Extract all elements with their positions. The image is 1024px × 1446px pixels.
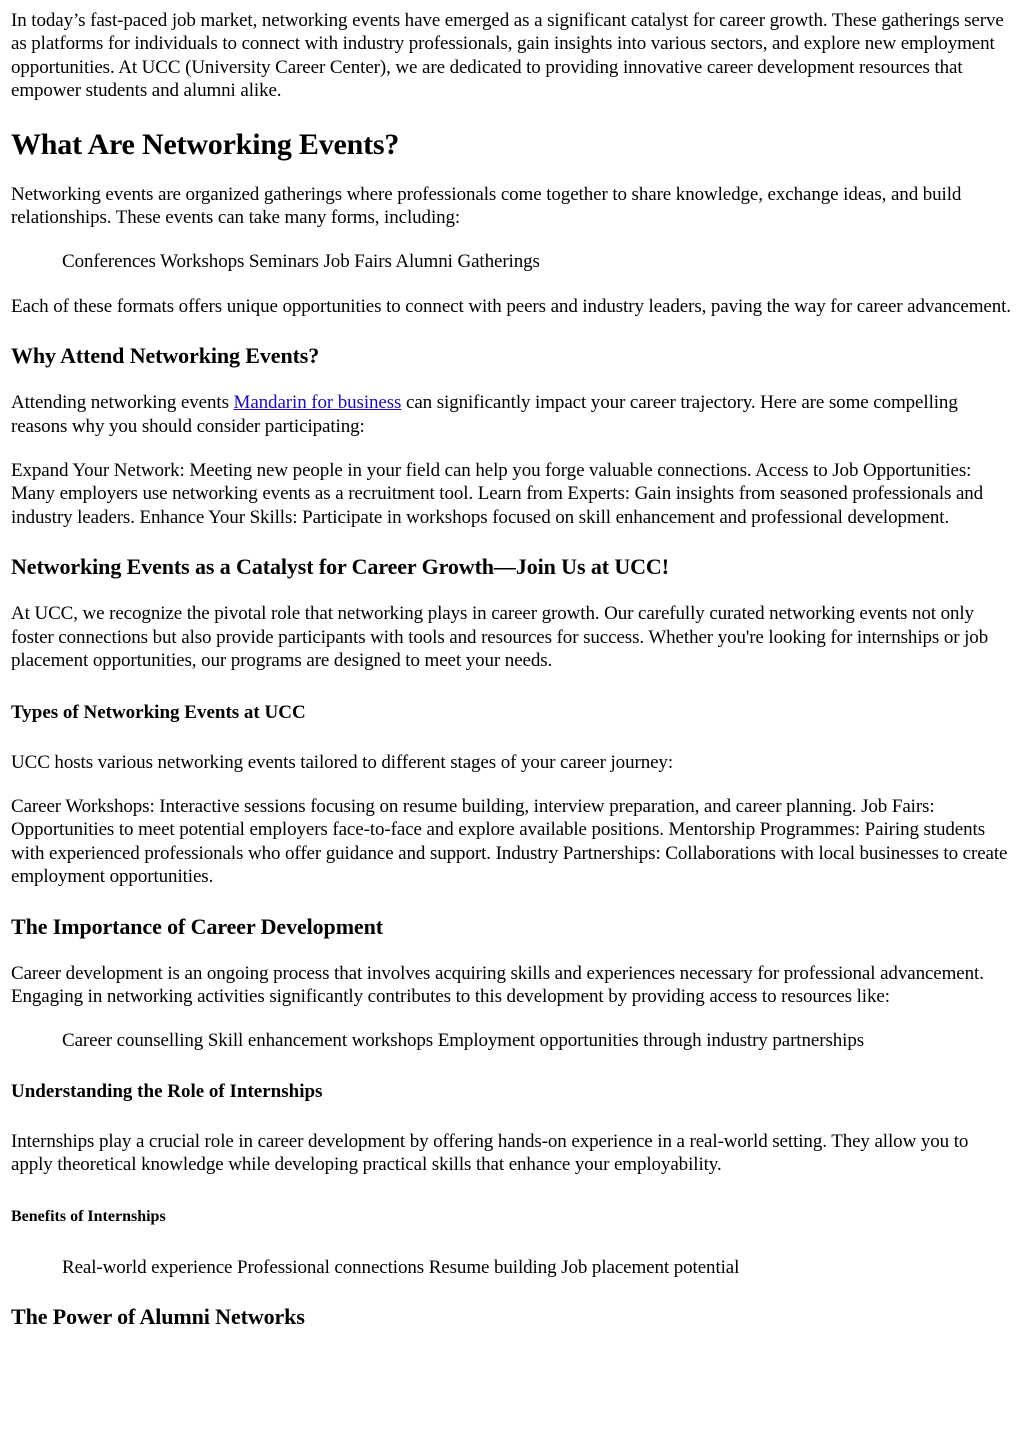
internships-paragraph: Internships play a crucial role in career development by offering hands-on experience in a real-world setting. They allow you to apply theoretical knowledge while developing practical skills that enhance your employability.: [11, 1130, 969, 1176]
types-paragraph-1: UCC hosts various networking events tailored to different stages of your career journey:: [11, 751, 674, 773]
heading-importance: The Importance of Career Development: [11, 913, 383, 939]
benefits-list: Real-world experience Professional connections Resume building Job placement potential: [62, 1256, 740, 1278]
importance-paragraph: Career development is an ongoing process that involves acquiring skills and experiences necessary for professional advancement. Engaging in networking activities significantly contributes to this development by providing access to resources like:: [11, 962, 984, 1007]
heading-what-are-networking-events: What Are Networking Events?: [11, 127, 400, 161]
heading-alumni-networks: The Power of Alumni Networks: [11, 1303, 305, 1329]
why-text-before: Attending networking events: [11, 392, 234, 414]
heading-types-of-events: Types of Networking Events at UCC: [11, 701, 306, 723]
what-paragraph-2: Each of these formats offers unique opportunities to connect with peers and industry leaders, paving the way for career advancement.: [11, 295, 1011, 317]
why-paragraph-1: [11, 391, 1014, 438]
why-text-after: can significantly impact your career trajectory. Here are some compelling reasons why you should consider participating:: [11, 392, 958, 437]
heading-benefits: Benefits of Internships: [11, 1207, 166, 1225]
what-paragraph-1: Networking events are organized gatherings where professionals come together to share knowledge, exchange ideas, and build relationships. These events can take many forms, including:: [11, 183, 962, 229]
heading-catalyst: Networking Events as a Catalyst for Career Growth—Join Us at UCC!: [11, 554, 669, 580]
types-paragraph-2: Career Workshops: Interactive sessions focusing on resume building, interview preparation, and career planning. Job Fairs: Opportunities to meet potential employers face-to-face and explore available positions. Mentorship Programmes: Pairing students with experienced professionals who offer guidance and support. Industry Partnerships: Collaborations with local businesses to create employment opportunities.: [11, 795, 1008, 888]
mandarin-for-business-link[interactable]: Mandarin for business: [233, 392, 402, 414]
importance-list: Career counselling Skill enhancement workshops Employment opportunities through industry partnerships: [62, 1030, 865, 1052]
intro-paragraph: In today’s fast-paced job market, networking events have emerged as a significant catalyst for career growth. These gatherings serve as platforms for individuals to connect with industry professionals, gain insights into various sectors, and explore new employment opportunities. At UCC (University Career Center), we are dedicated to providing innovative career development resources that empower students and alumni alike.: [11, 10, 1004, 102]
heading-internships: Understanding the Role of Internships: [11, 1080, 323, 1102]
what-list: Conferences Workshops Seminars Job Fairs Alumni Gatherings: [62, 251, 540, 273]
heading-why-attend: Why Attend Networking Events?: [11, 343, 320, 369]
catalyst-paragraph: At UCC, we recognize the pivotal role that networking plays in career growth. Our carefully curated networking events not only foster connections but also provide participants with tools and resources for success. Whether you're looking for internships or job placement opportunities, our programs are designed to meet your needs.: [11, 603, 989, 672]
why-paragraph-2: Expand Your Network: Meeting new people in your field can help you forge valuable connections. Access to Job Opportunities: Many employers use networking events as a recruitment tool. Learn from Experts: Gain insights from seasoned professionals and industry leaders. Enhance Your Skills: Participate in workshops focused on skill enhancement and professional development.: [11, 460, 984, 528]
